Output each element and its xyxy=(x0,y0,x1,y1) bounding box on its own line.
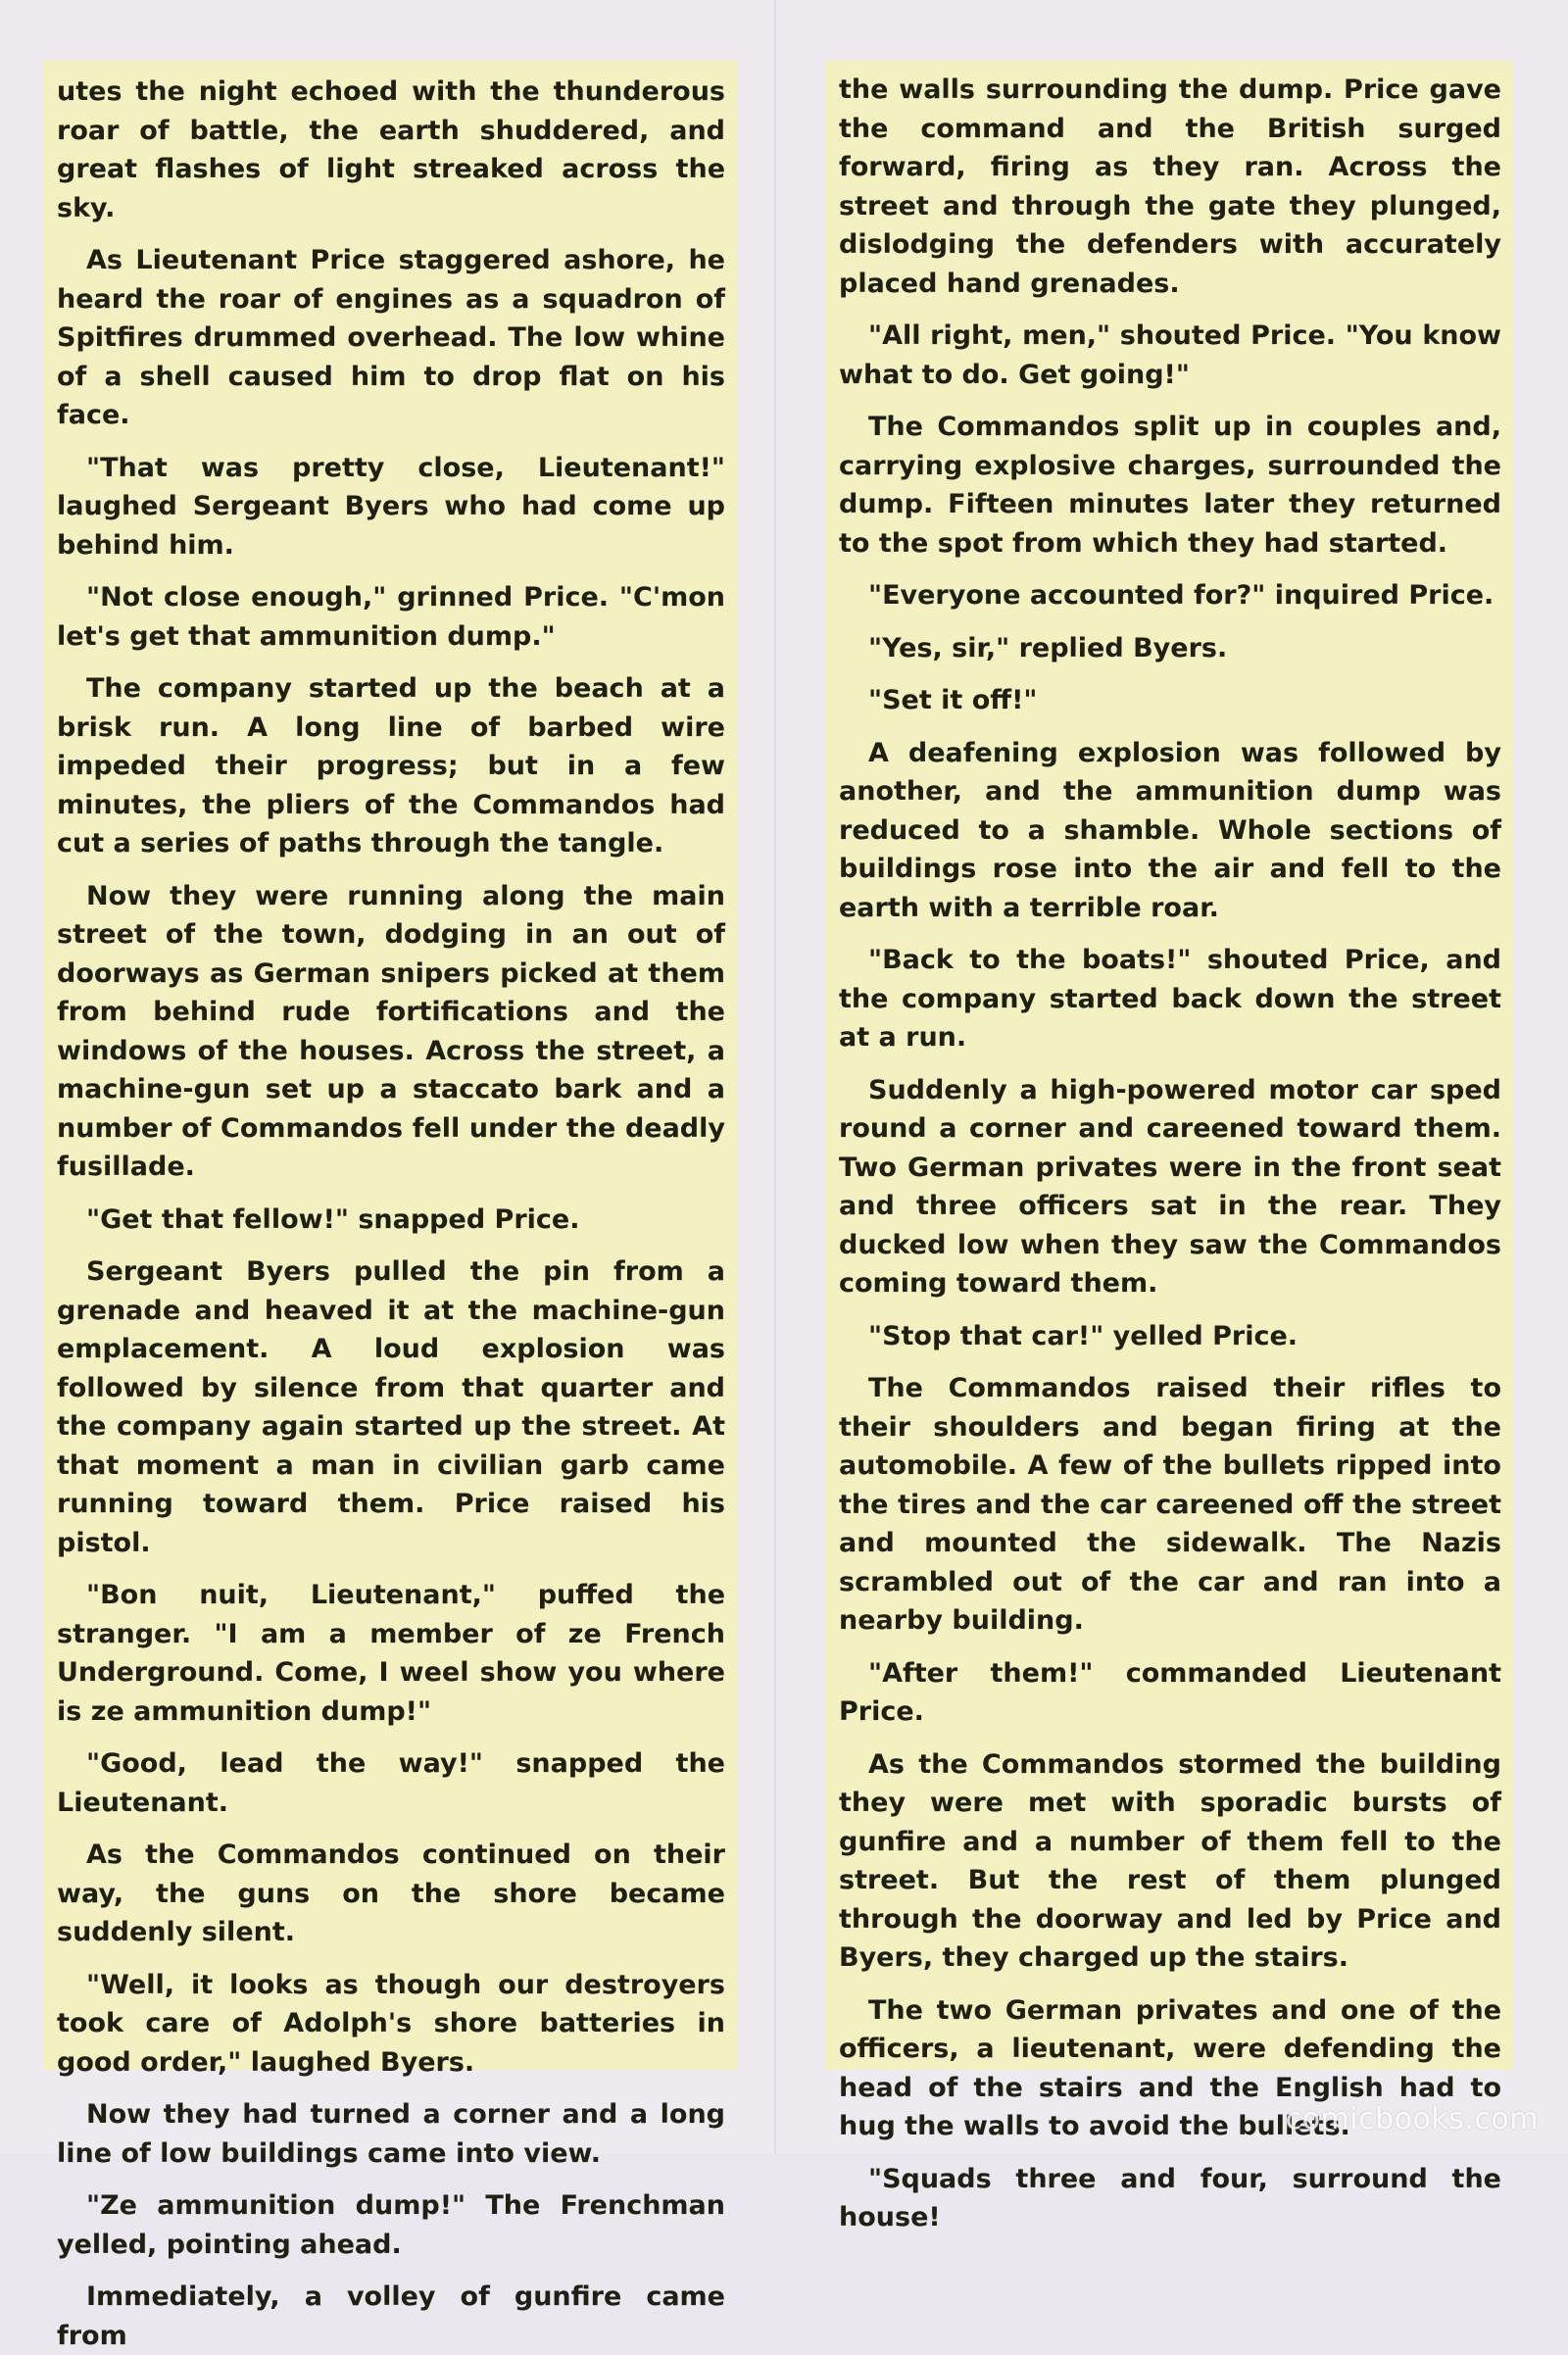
paragraph: Suddenly a high-powered motor car sped round a corner and careened toward them. Two German privates were in the front seat and three officers sat in the rear. They ducked low when they saw the Commandos coming toward them. xyxy=(839,1074,1501,1299)
paragraph: As the Commandos stormed the building they were met with sporadic bursts of gunfire and a number of them fell to the street. But the rest of them plunged through the doorway and led by Price and Byers, they charged up the stairs. xyxy=(839,1748,1501,1973)
paragraph: Now they had turned a corner and a long line of low buildings came into view. xyxy=(57,2099,725,2169)
paragraph: "All right, men," shouted Price. "You know what to do. Get going!" xyxy=(839,320,1501,390)
paragraph: The Commandos split up in couples and, carrying explosive charges, surrounded the dump. Fifteen minutes later they returned to the spot from which they had started. xyxy=(839,412,1501,559)
paragraph: "Good, lead the way!" snapped the Lieutenant. xyxy=(57,1748,725,1818)
paragraph: "Everyone accounted for?" inquired Price. xyxy=(868,580,1494,611)
text-column-left xyxy=(43,61,737,2351)
paragraph: utes the night echoed with the thunderous roar of battle, the earth shuddered, and great flashes of light streaked across the sky. xyxy=(57,76,725,223)
paragraph: "That was pretty close, Lieutenant!" laughed Sergeant Byers who had come up behind him. xyxy=(57,452,725,561)
paragraph: The two German privates and one of the officers, a lieutenant, were defending the head of the stairs and the English had to hug the walls to avoid the bullets. xyxy=(839,1994,1501,2141)
paragraph: "Set it off!" xyxy=(868,685,1038,715)
paragraph: "Ze ammunition dump!" The Frenchman yelled, pointing ahead. xyxy=(57,2190,725,2260)
paragraph: Now they were running along the main street of the town, dodging in an out of doorways as German snipers picked at them from behind rude fortifications and the windows of the houses. Across the street, a machine-gun set up a staccato bark and a number of Commandos fell under the deadly fusillade. xyxy=(57,880,725,1182)
paragraph: "Not close enough," grinned Price. "C'mon let's get that ammunition dump." xyxy=(57,582,725,652)
paragraph: "Squads three and four, surround the house! xyxy=(839,2163,1501,2232)
paragraph: The company started up the beach at a brisk run. A long line of barbed wire impeded their progress; but in a few minutes, the pliers of the Commandos had cut a series of paths through the tangle. xyxy=(57,673,725,859)
paragraph: "After them!" commanded Lieutenant Price. xyxy=(839,1657,1501,1727)
paragraph: "Get that fellow!" snapped Price. xyxy=(86,1203,580,1235)
watermark: comicbooks.com xyxy=(1285,2102,1539,2136)
paragraph: "Back to the boats!" shouted Price, and the company started back down the street at a run. xyxy=(839,945,1501,1053)
page-gutter xyxy=(774,0,776,2154)
paragraph: A deafening explosion was followed by another, and the ammunition dump was reduced to a shamble. Whole sections of buildings rose into the air and fell to the earth with a terrible roar. xyxy=(839,737,1501,923)
paragraph: As Lieutenant Price staggered ashore, he heard the roar of engines as a squadron of Spitfires drummed overhead. The low whine of a shell caused him to drop flat on his face. xyxy=(57,245,725,430)
paragraph: the walls surrounding the dump. Price gave the command and the British surged forward, firing as they ran. Across the street and through the gate they plunged, dislodging the defenders with accurately placed hand grenades. xyxy=(839,74,1501,299)
paragraph: As the Commandos continued on their way, the guns on the shore became suddenly silent. xyxy=(57,1840,725,1947)
paragraph: The Commandos raised their rifles to their shoulders and began firing at the automobile. A few of the bullets ripped into the tires and the car careened off the street and mounted the sidewalk. The Nazis scrambled out of the car and ran into a nearby building. xyxy=(839,1373,1501,1636)
paragraph: "Yes, sir," replied Byers. xyxy=(868,632,1228,663)
paragraph: "Bon nuit, Lieutenant," puffed the stranger. "I am a member of ze French Underground. Come, I weel show you where is ze ammunition dump!" xyxy=(57,1580,725,1727)
paragraph: "Well, it looks as though our destroyers took care of Adolph's shore batteries in good order," laughed Byers. xyxy=(57,1969,725,2078)
paragraph: "Stop that car!" yelled Price. xyxy=(868,1320,1298,1351)
paragraph: Sergeant Byers pulled the pin from a grenade and heaved it at the machine-gun emplacement. A loud explosion was followed by silence from that quarter and the company again started up the street. At that moment a man in civilian garb came running toward them. Price raised his pistol. xyxy=(57,1256,725,1558)
paragraph: Immediately, a volley of gunfire came from xyxy=(57,2281,725,2351)
